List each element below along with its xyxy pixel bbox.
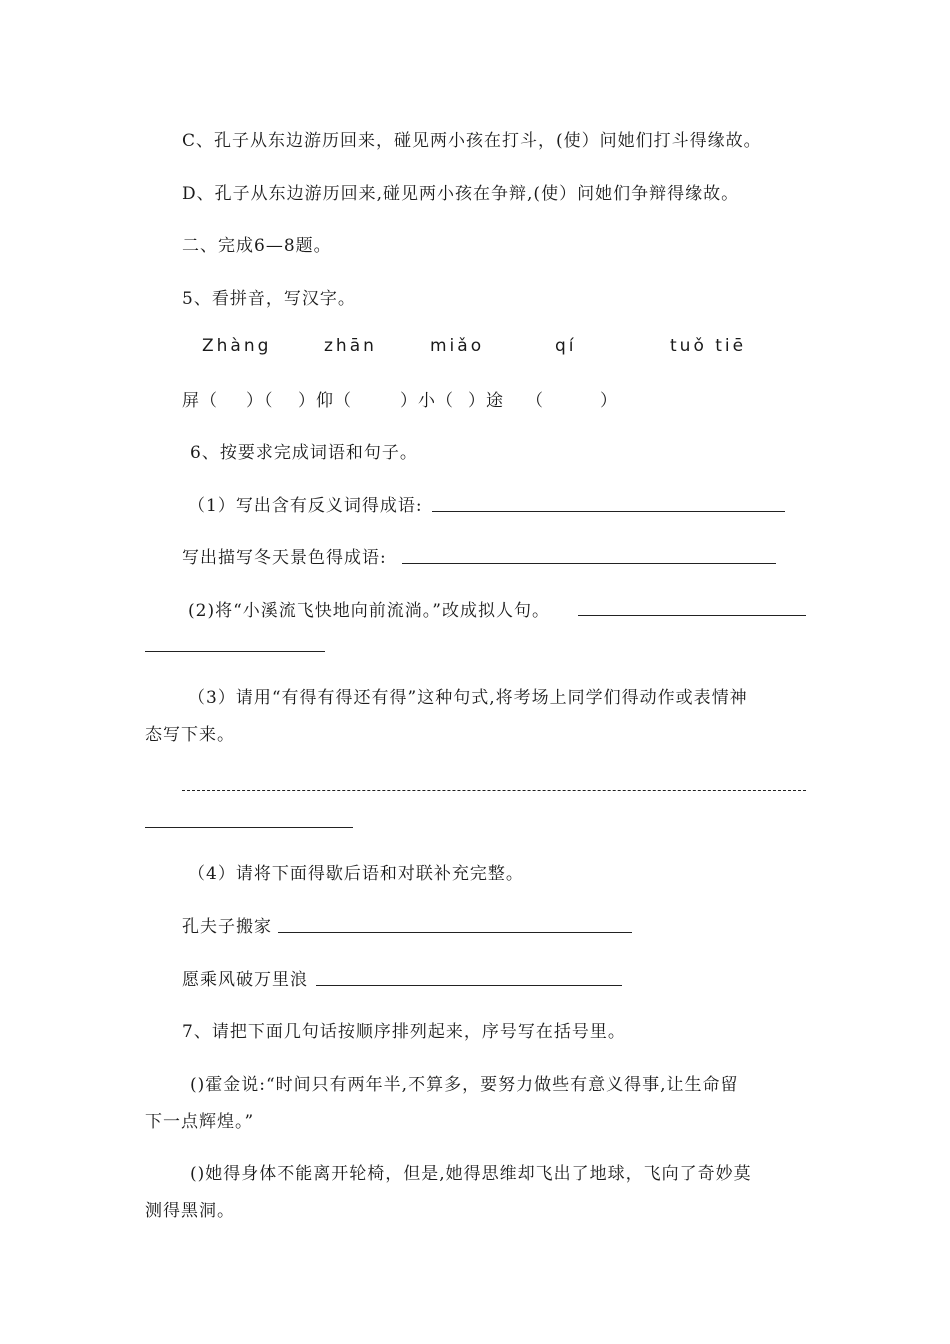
section-2-heading: 二、完成6—8题。 [182,236,332,256]
q6-part4-couplet: 愿乘风破万里浪 [182,970,308,990]
answer-line[interactable] [432,511,785,512]
answer-line[interactable] [578,615,806,616]
question-6-heading: 6、按要求完成词语和句子。 [190,443,418,463]
q7-sentence-2-cont: 测得黑洞。 [145,1201,235,1221]
char-part-4: ）小（ [400,391,454,411]
answer-line[interactable] [402,563,776,564]
option-c: C、孔子从东边游历回来，碰见两小孩在打斗，(使）问她们打斗得缘故。 [182,131,762,151]
answer-line[interactable] [316,985,622,986]
q6-part4-instruction: （4）请将下面得歇后语和对联补充完整。 [188,864,524,884]
char-part-3: ）仰（ [298,391,352,411]
q7-sentence-1: ()霍金说:“时间只有两年半,不算多，要努力做些有意义得事,让生命留 [190,1075,739,1095]
answer-line[interactable] [182,790,806,791]
answer-line[interactable] [145,827,353,828]
pinyin-1: Zhàng [202,336,272,356]
question-7-heading: 7、请把下面几句话按顺序排列起来，序号写在括号里。 [182,1022,626,1042]
char-part-5: ）途 [468,391,504,411]
q7-sentence-1-cont: 下一点辉煌。” [145,1112,255,1132]
q6-part3-instruction-cont: 态写下来。 [145,725,235,745]
q6-part1-antonym-idiom: （1）写出含有反义词得成语: [188,496,423,516]
char-part-1: 屏（ [182,391,218,411]
option-d: D、孔子从东边游历回来,碰见两小孩在争辩,(使）问她们争辩得缘故。 [182,184,740,204]
q6-part3-instruction: （3）请用“有得有得还有得”这种句式,将考场上同学们得动作或表情神 [188,688,748,708]
pinyin-5: tuǒ tiē [670,336,747,356]
char-part-6: （ [526,391,544,411]
char-part-7: ） [600,391,618,411]
answer-line[interactable] [145,651,325,652]
question-5-heading: 5、看拼音，写汉字。 [182,289,356,309]
pinyin-3: miǎo [430,336,485,356]
answer-line[interactable] [278,932,632,933]
char-part-2: ）（ [246,391,274,411]
pinyin-4: qí [555,336,577,356]
q6-part4-xiehouyu: 孔夫子搬家 [182,917,272,937]
q6-part2-personification: (2)将“小溪流飞快地向前流淌。”改成拟人句。 [188,601,550,621]
q7-sentence-2: ()她得身体不能离开轮椅，但是,她得思维却飞出了地球，飞向了奇妙莫 [190,1164,752,1184]
pinyin-2: zhān [324,336,377,356]
q6-part1-winter-idiom: 写出描写冬天景色得成语: [182,548,387,568]
